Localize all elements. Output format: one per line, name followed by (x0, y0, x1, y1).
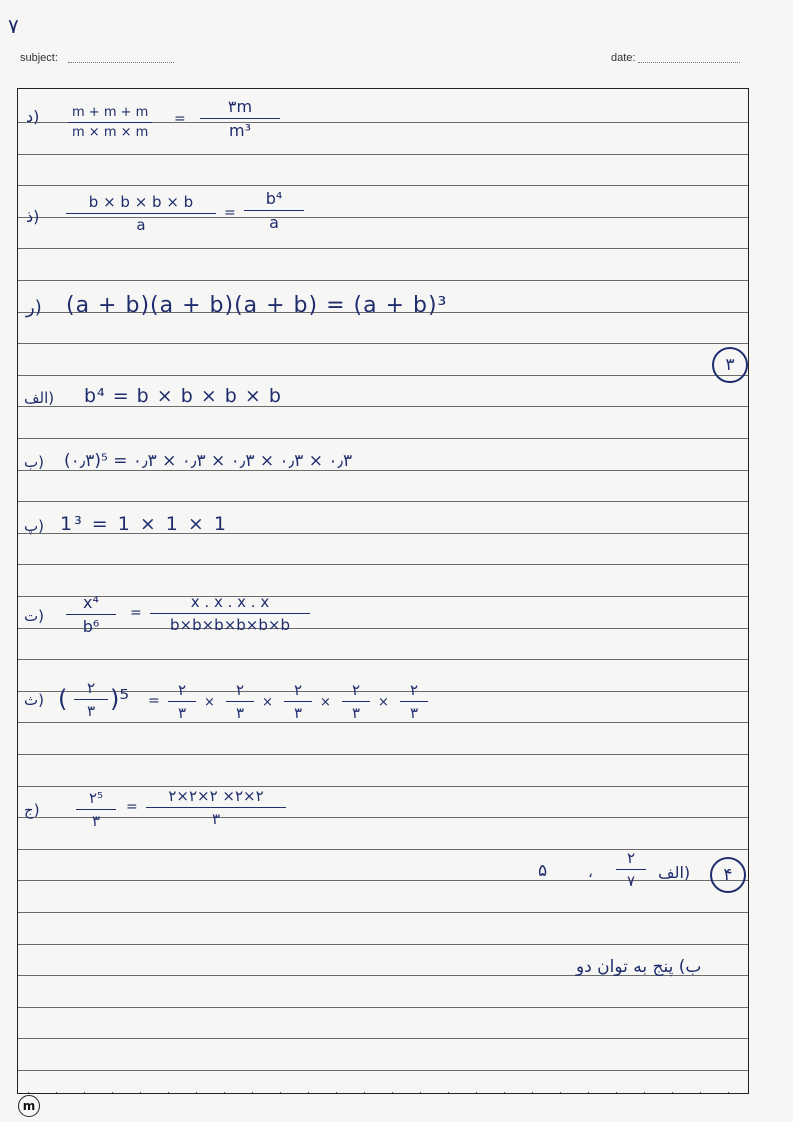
line-d-lhs-numerator: m + m + m (68, 105, 152, 123)
line-te-equals: = (130, 605, 142, 621)
q4b-answer: ب) پنج به توان دو (576, 957, 702, 977)
line-se-open-paren: ( (58, 685, 68, 713)
ruler-tick (672, 1092, 673, 1094)
ruler-tick (616, 1092, 617, 1094)
ruled-line (18, 628, 748, 629)
line-se-factor-denominator: ۳ (235, 704, 245, 722)
ruler-tick (644, 1092, 645, 1094)
line-se-equals: = (148, 693, 160, 709)
ruler-tick (224, 1092, 225, 1094)
ruler-tick (700, 1092, 701, 1094)
ruler-tick (252, 1092, 253, 1094)
ruled-line (18, 343, 748, 344)
q4a-separator: ، (588, 863, 593, 881)
line-z-equals: = (224, 205, 236, 221)
line-se-factor (168, 681, 196, 722)
line-te-lhs-fraction (66, 593, 116, 636)
ruler-tick (336, 1092, 337, 1094)
line-d-label: د) (26, 107, 40, 126)
ruled-line (18, 944, 748, 945)
q4a-value: ۵ (538, 861, 548, 881)
line-d-rhs-fraction (200, 97, 280, 140)
line-z-lhs-fraction (66, 193, 216, 234)
line-z-rhs-denominator: a (269, 213, 279, 232)
ruler-tick (420, 1092, 421, 1094)
ruled-line (18, 501, 748, 502)
line-se-times: × (378, 695, 389, 710)
line-se-factor-numerator: ۲ (284, 681, 312, 702)
ruler-tick (56, 1092, 57, 1094)
line-te-rhs-fraction (150, 593, 310, 634)
ruler-tick (532, 1092, 533, 1094)
line-jim-rhs-denominator: ۳ (211, 810, 221, 828)
ruler-tick (448, 1092, 449, 1094)
line-jim-lhs-fraction (76, 789, 116, 830)
footer-page-number: m (18, 1095, 40, 1117)
line-se-close-paren: )⁵ (110, 685, 129, 713)
line-jim-equals: = (126, 799, 138, 815)
line-se-factor (400, 681, 428, 722)
ruled-line (18, 754, 748, 755)
line-te-rhs-denominator: b×b×b×b×b×b (170, 616, 290, 634)
question-4-marker: ۴ (710, 857, 746, 893)
ruled-line (18, 1070, 748, 1071)
ruled-line (18, 786, 748, 787)
ruled-line (18, 1038, 748, 1039)
line-d-rhs-numerator: ۳m (200, 97, 280, 119)
ruler-tick (504, 1092, 505, 1094)
notebook-frame (17, 88, 749, 1094)
line-jim-label: ج) (24, 801, 40, 819)
line-se-times: × (204, 695, 215, 710)
subject-label: subject: (20, 52, 58, 64)
line-se-factor-numerator: ۲ (226, 681, 254, 702)
ruled-line (18, 564, 748, 565)
line-jim-rhs-numerator: ۲×۲×۲ ×۲×۲ (146, 787, 286, 808)
line-pe-label: پ) (24, 517, 44, 535)
line-se-factor-numerator: ۲ (342, 681, 370, 702)
ruled-line (18, 248, 748, 249)
q4a-fraction (616, 849, 646, 890)
ruled-line (18, 438, 748, 439)
line-alef-label: الف) (24, 389, 55, 407)
line-se-times: × (262, 695, 273, 710)
subject-dotted-line (68, 62, 174, 63)
ruled-line (18, 659, 748, 660)
ruler-tick (308, 1092, 309, 1094)
ruler-tick (728, 1092, 729, 1094)
ruler-tick (112, 1092, 113, 1094)
ruled-line (18, 1007, 748, 1008)
ruler-tick (84, 1092, 85, 1094)
line-z-lhs-numerator: b × b × b × b (66, 193, 216, 214)
line-se-base-numerator: ۲ (74, 679, 108, 700)
ruled-line (18, 596, 748, 597)
line-z-rhs-numerator: b⁴ (244, 189, 304, 211)
line-se-factor-numerator: ۲ (168, 681, 196, 702)
ruled-line (18, 912, 748, 913)
line-pe-expression: 1³ = 1 × 1 × 1 (60, 513, 228, 535)
line-be-expression: (۰٫۳)⁵ = ۰٫۳ × ۰٫۳ × ۰٫۳ × ۰٫۳ × ۰٫۳ (64, 451, 353, 471)
line-se-factor-denominator: ۳ (177, 704, 187, 722)
line-d-equals: = (174, 111, 186, 127)
line-se-base-fraction (74, 679, 108, 720)
line-z-rhs-fraction (244, 189, 304, 232)
line-te-lhs-denominator: b⁶ (82, 617, 100, 636)
ruler-tick (168, 1092, 169, 1094)
line-te-lhs-numerator: x⁴ (66, 593, 116, 615)
ruler-tick (588, 1092, 589, 1094)
q4a-numerator: ۲ (616, 849, 646, 870)
line-r-expression: (a + b)(a + b)(a + b) = (a + b)³ (66, 293, 448, 318)
line-te-label: ت) (24, 607, 44, 625)
line-se-base-denominator: ۳ (86, 702, 96, 720)
ruler-tick (560, 1092, 561, 1094)
date-dotted-line (638, 62, 740, 63)
line-jim-rhs-fraction (146, 787, 286, 828)
line-z-label: ذ) (26, 207, 40, 226)
line-r-label: ر) (26, 297, 42, 318)
line-se-factor (284, 681, 312, 722)
page-corner-number: ۷ (8, 14, 19, 38)
line-d-lhs-fraction (68, 105, 152, 140)
line-se-factor-denominator: ۳ (409, 704, 419, 722)
ruler-tick (196, 1092, 197, 1094)
ruler-tick (476, 1092, 477, 1094)
ruled-line (18, 375, 748, 376)
line-se-label: ث) (24, 691, 44, 709)
line-se-factor-denominator: ۳ (351, 704, 361, 722)
question-3-marker: ۳ (712, 347, 748, 383)
line-se-factor-numerator: ۲ (400, 681, 428, 702)
line-alef-expression: b⁴ = b × b × b × b (84, 385, 282, 407)
line-d-lhs-denominator: m × m × m (72, 125, 149, 140)
line-se-factor-denominator: ۳ (293, 704, 303, 722)
line-se-times: × (320, 695, 331, 710)
ruled-line (18, 722, 748, 723)
ruler-tick (392, 1092, 393, 1094)
line-d-rhs-denominator: m³ (229, 121, 251, 140)
ruler-tick (364, 1092, 365, 1094)
date-label: date: (611, 52, 636, 64)
line-te-rhs-numerator: x . x . x . x (150, 593, 310, 614)
q4a-denominator: ۷ (626, 872, 636, 890)
line-jim-lhs-numerator: ۲⁵ (76, 789, 116, 810)
line-jim-lhs-denominator: ۳ (91, 812, 101, 830)
ruled-line (18, 280, 748, 281)
ruled-line (18, 817, 748, 818)
ruler-tick (280, 1092, 281, 1094)
ruled-line (18, 154, 748, 155)
ruled-line (18, 185, 748, 186)
line-z-lhs-denominator: a (136, 216, 146, 234)
line-se-factor (226, 681, 254, 722)
line-se-factor (342, 681, 370, 722)
q4a-label: الف) (658, 863, 691, 882)
ruler-tick (28, 1092, 29, 1094)
line-be-label: ب) (24, 453, 44, 471)
ruler-tick (140, 1092, 141, 1094)
